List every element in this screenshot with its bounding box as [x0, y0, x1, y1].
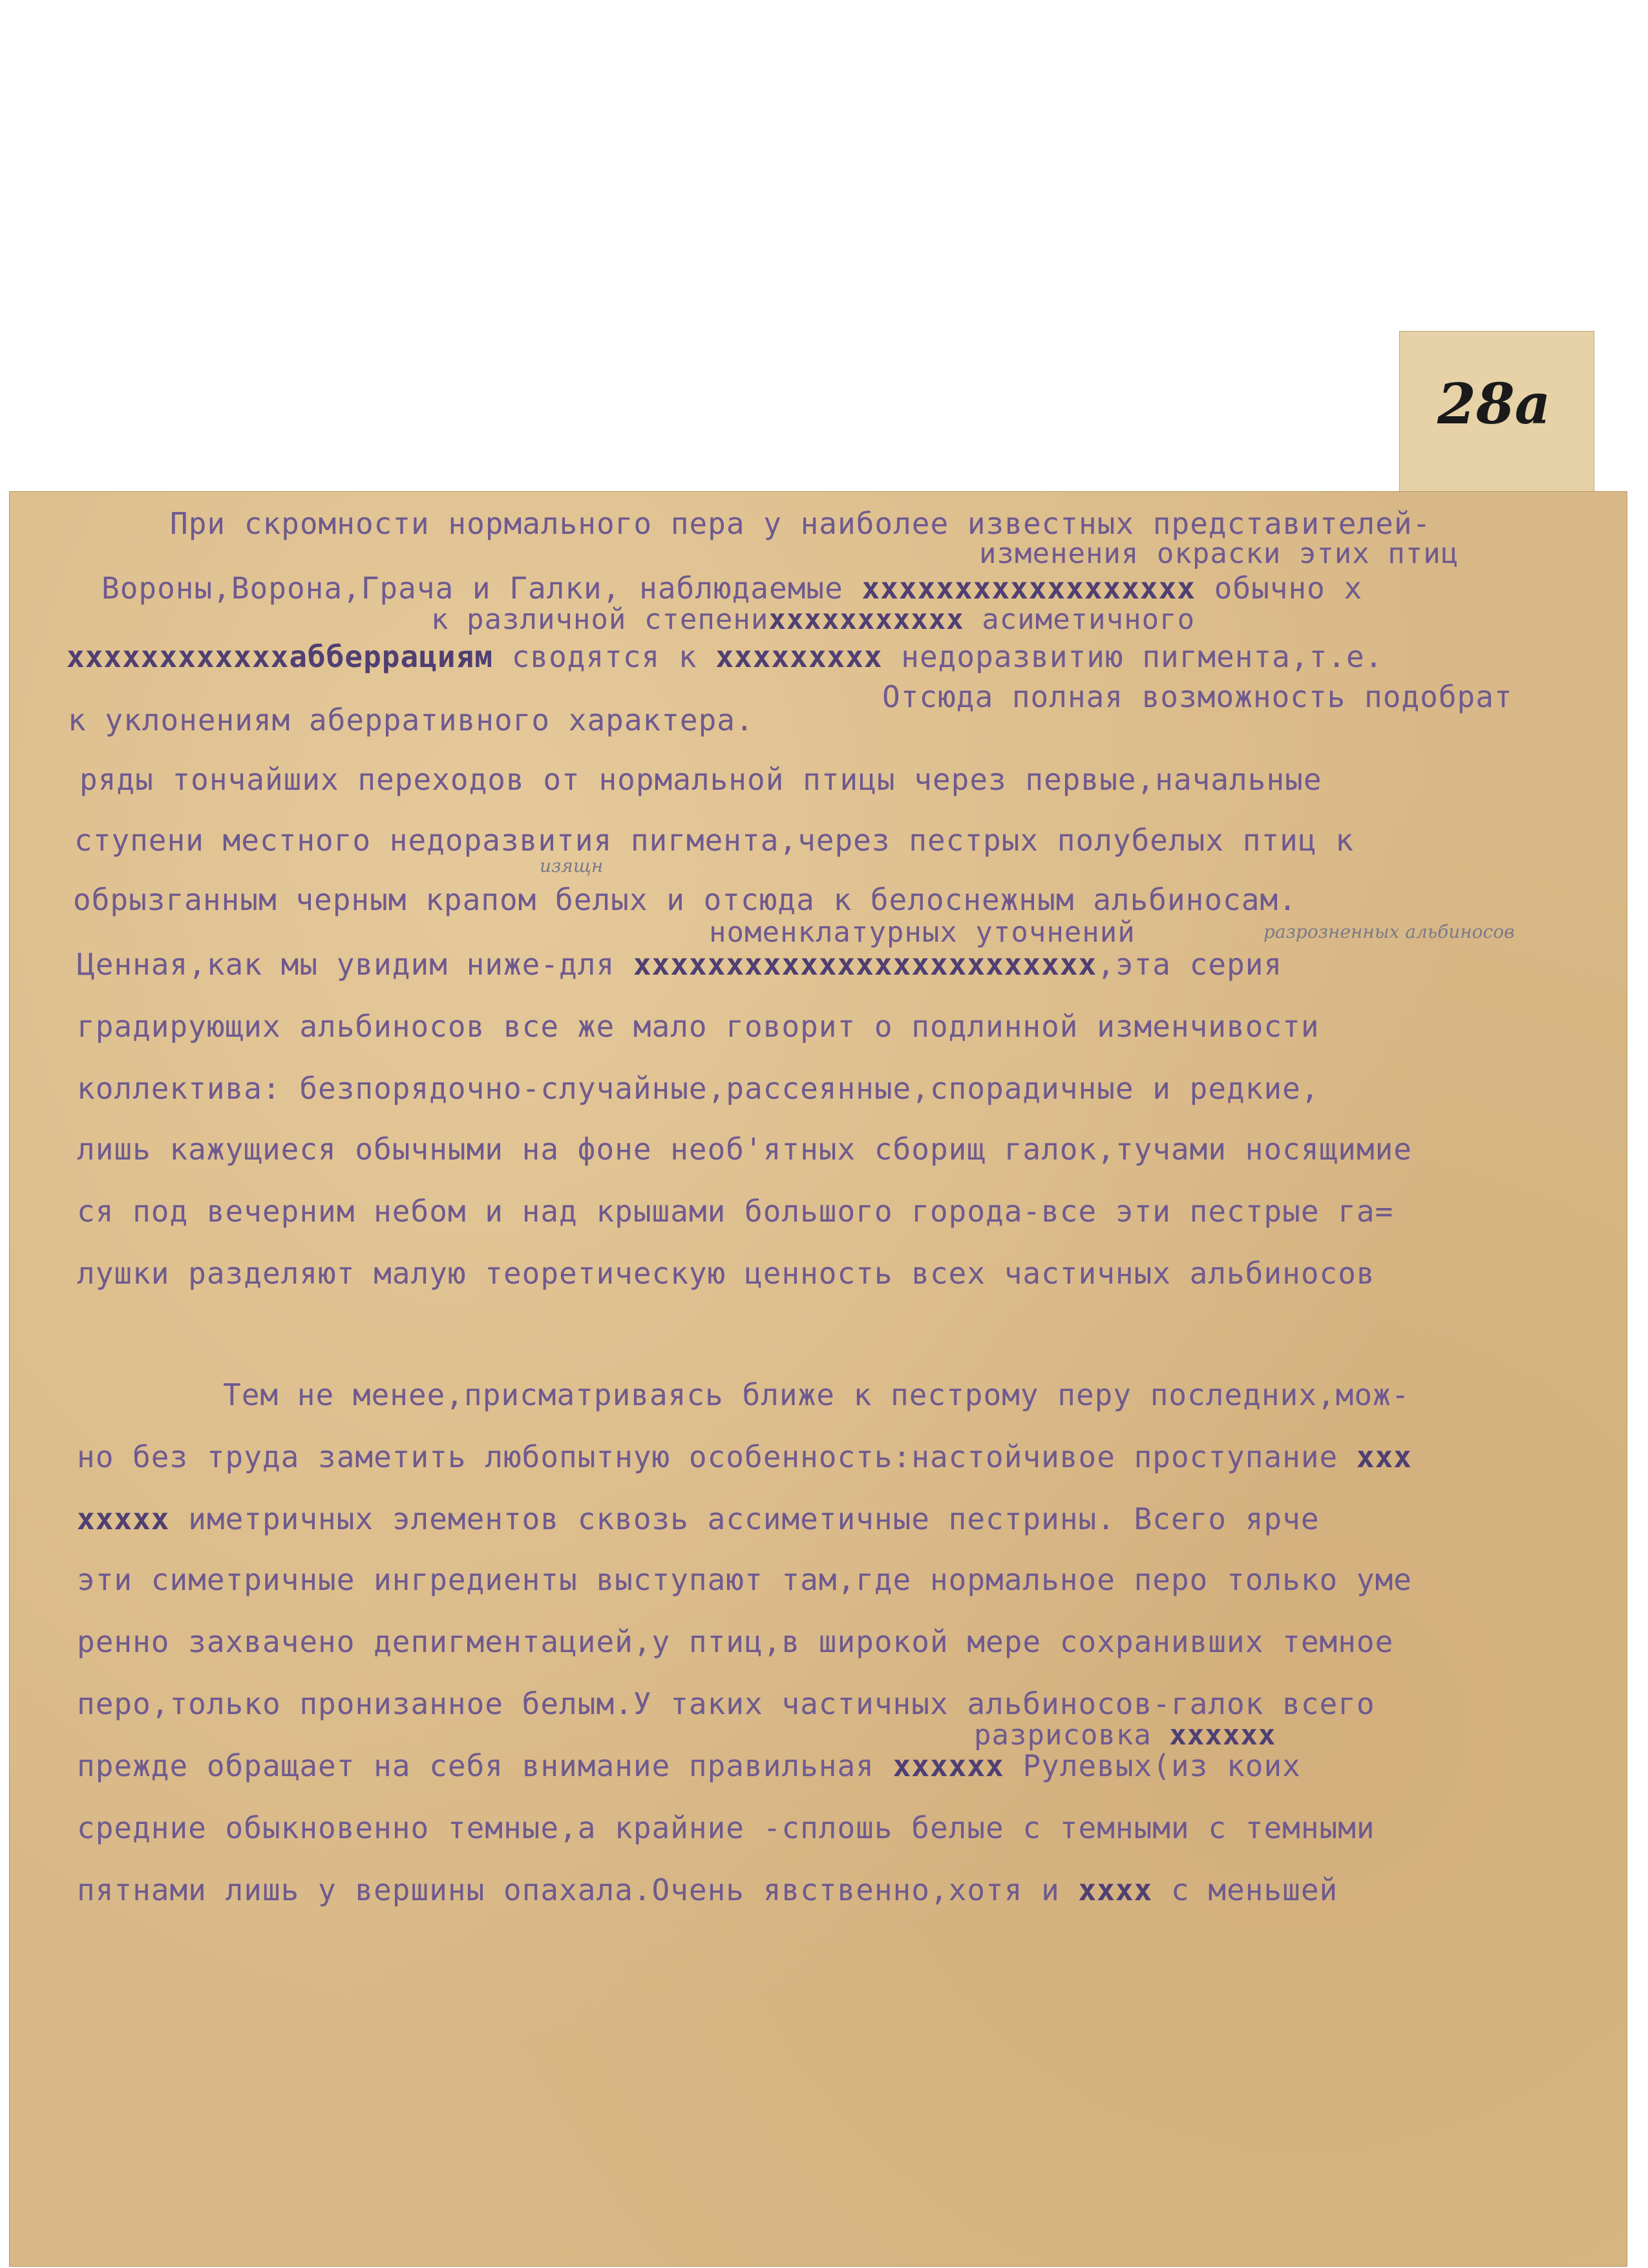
- text-line-content: обычно x: [1214, 571, 1363, 606]
- text-line-content: но без труда заметить любопытную особенность:настойчивое проступание: [77, 1439, 1338, 1474]
- text-line-content: перо,только пронизанное белым.У таких частичных альбиносов-галок всего: [77, 1686, 1375, 1721]
- crossed-out-text: xxxxxx: [893, 1748, 1004, 1783]
- text-line: [77, 1501, 1320, 1536]
- insertion-text: асиметичного: [982, 603, 1196, 636]
- insertion-line: [979, 537, 1459, 570]
- insertion-text: к различной степени: [431, 603, 769, 636]
- text-line-content: ступени местного недоразвития пигмента,через пестрых полубелых птиц к: [74, 823, 1354, 858]
- text-line: [77, 1439, 1412, 1474]
- text-line: [77, 1256, 1375, 1291]
- handwritten-text: изящн: [540, 855, 604, 876]
- text-line: [882, 679, 1513, 714]
- text-line: [77, 1686, 1375, 1721]
- folio-number: 28а: [1437, 372, 1551, 437]
- insertion-line: [974, 1719, 1276, 1752]
- text-line-content: лушки разделяют малую теоретическую ценность всех частичных альбиносов: [77, 1256, 1375, 1291]
- text-line: [68, 703, 754, 737]
- text-line-content: сводятся к: [511, 639, 697, 674]
- text-line-content: Рулевых(из коих: [1022, 1748, 1301, 1783]
- crossed-out-text: xxxxxxxxxxxxxxxxxxxxxxxxx: [633, 947, 1097, 982]
- text-line: [67, 639, 1383, 674]
- text-line: [101, 571, 1362, 606]
- text-line-content: прежде обращает на себя внимание правильная: [77, 1748, 874, 1783]
- text-line: [170, 506, 1431, 541]
- text-line-content: средние обыкновенно темные,а крайние -сплошь белые с темными с темными: [77, 1810, 1375, 1845]
- text-line-content: Вороны,Ворона,Грача и Галки, наблюдаемые: [101, 571, 843, 606]
- text-line-content: ся под вечерним небом и над крышами большого города-все эти пестрые га=: [77, 1194, 1394, 1229]
- insertion-line: [431, 603, 1195, 636]
- crossed-out-text: xxxxxxxxxxx: [768, 603, 964, 636]
- text-line-content: с меньшей: [1171, 1872, 1338, 1907]
- text-line-content: коллектива: безпорядочно-случайные,рассеянные,спорадичные и редкие,: [77, 1071, 1320, 1106]
- insertion-text: изменения окраски этих птиц: [979, 537, 1459, 570]
- insertion-text: номенклатурных уточнений: [709, 916, 1136, 949]
- insertion-text: разрисовка: [974, 1719, 1152, 1752]
- text-line-content: При скромности нормального пера у наиболее известных представителей-: [170, 506, 1431, 541]
- text-line: [74, 823, 1354, 858]
- text-line-content: лишь кажущиеся обычными на фоне необ'ятных сборищ галок,тучами носящимие: [77, 1132, 1412, 1167]
- text-line: [73, 882, 1297, 917]
- crossed-out-text: xxxxxx: [1169, 1719, 1276, 1752]
- text-line-content: ренно захвачено депигментацией,у птиц,в широкой мере сохранивших темное: [77, 1624, 1394, 1659]
- text-line-content: Ценная,как мы увидим ниже-для: [77, 947, 615, 982]
- text-line: [77, 1810, 1375, 1845]
- text-line: [77, 1748, 1301, 1783]
- text-line-content: к уклонениям аберративного характера.: [68, 703, 754, 737]
- text-line: [77, 1071, 1320, 1106]
- text-line-content: пятнами лишь у вершины опахала.Очень явственно,хотя и: [77, 1872, 1060, 1907]
- handwritten-text: разрозненных альбиносов: [1263, 921, 1515, 942]
- text-line: [77, 1624, 1393, 1659]
- text-line-content: Отсюда полная возможность подобрат: [882, 679, 1513, 714]
- text-line: [77, 947, 1282, 982]
- crossed-out-text: xxxx: [1078, 1872, 1153, 1907]
- crossed-out-text: xxx: [1356, 1439, 1413, 1474]
- text-line-content: ряды тончайших переходов от нормальной птицы через первые,начальные: [79, 762, 1322, 797]
- text-line-content: градирующих альбиносов все же мало говорит о подлинной изменчивости: [77, 1009, 1320, 1044]
- crossed-out-text: xxxxxxxxxxxxабберрациям: [67, 639, 493, 674]
- text-line: [79, 762, 1322, 797]
- text-line: [77, 1872, 1338, 1907]
- text-line-content: недоразвитию пигмента,т.е.: [901, 639, 1384, 674]
- text-line-content: эти симетричные ингредиенты выступают там,где нормальное перо только уме: [77, 1562, 1412, 1597]
- typewritten-page: [9, 491, 1627, 2267]
- text-line: [77, 1194, 1393, 1229]
- text-line-content: иметричных элементов сквозь ассиметичные пестрины. Всего ярче: [188, 1501, 1320, 1536]
- insertion-line: [709, 916, 1136, 949]
- text-line: [77, 1132, 1412, 1167]
- text-line-content: Тем не менее,присматриваясь ближе к пестрому перу последних,мож-: [223, 1377, 1410, 1412]
- text-line-content: обрызганным черным крапом белых и отсюда к белоснежным альбиносам.: [73, 882, 1297, 917]
- crossed-out-text: xxxxx: [77, 1501, 170, 1536]
- text-line-content: ,эта серия: [1097, 947, 1283, 982]
- crossed-out-text: xxxxxxxxxxxxxxxxxx: [861, 571, 1196, 606]
- crossed-out-text: xxxxxxxxx: [715, 639, 883, 674]
- handwritten-note: [1263, 921, 1514, 942]
- text-line: [223, 1377, 1410, 1412]
- text-line: [77, 1009, 1320, 1044]
- text-line: [77, 1562, 1412, 1597]
- handwritten-note: [540, 855, 603, 876]
